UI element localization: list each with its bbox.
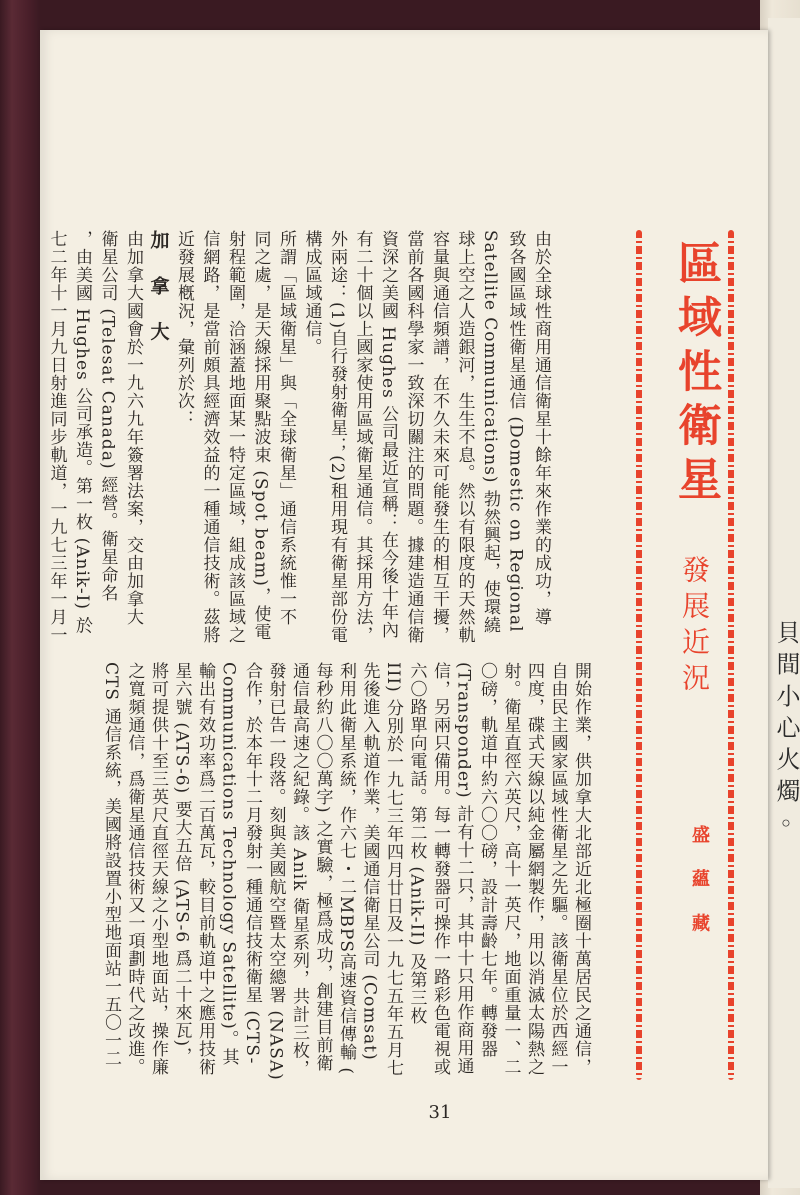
text-column: 射程範圍，洽涵蓋地面某一特定區域，組成該區域之	[225, 230, 245, 644]
article-subtitle: 發展近況	[678, 555, 711, 699]
text-column: 有二十個以上國家使用區域衛星通信。其採用方法，	[352, 230, 373, 644]
text-column: 發射已告一段落。刻與美國航空暨太空總署 (NASA)	[265, 662, 286, 1081]
text-column: Communications Technology Satellite)。其	[218, 662, 239, 1066]
text-column: 自由民主國家區域性衛星之先驅。該衛星位於西經一	[547, 662, 568, 1076]
text-column: 合作，於本年十二月發射一種通信技術衛星 (CTS-	[242, 662, 262, 1065]
title-block	[630, 230, 740, 1080]
text-column: 將可提供十至三英尺直徑天線之小型地面站，操作廉	[148, 662, 168, 1076]
text-column: 容量與通信頻譜，在不久未來可能發生的相互干擾，	[429, 230, 449, 644]
text-column: 通信最高速之紀錄。該 Anik 衛星系列，共計三枚，	[289, 662, 309, 1078]
article-title: 區域性衛星	[670, 240, 721, 510]
text-column: 構成區域通信。	[301, 230, 322, 356]
text-column: 近發展槪況，彙列於次：	[174, 230, 194, 428]
text-column: CTS 通信系統，美國將設置小型地面站一五〇一二	[101, 662, 121, 1068]
book-page	[40, 30, 768, 1180]
text-column: ，由美國 Hughes 公司承造。第一枚 (Anik-I) 於	[72, 230, 92, 635]
text-column: 六〇路單向電話。第二枚 (Anik-II) 及第三枚	[406, 662, 427, 1025]
text-column: 由於全球性商用通信衛星十餘年來作業的成功，導	[531, 230, 551, 626]
text-column: 信網路，是當前頗具經濟效益的一種通信技術。茲將	[199, 230, 220, 644]
decorative-border-right	[728, 230, 734, 1080]
text-column: 衛星公司 (Telesat Canada) 經營。衛星命名	[97, 230, 118, 602]
text-column: 四度，碟式天線以純金屬網製作，用以消滅太陽熱之	[524, 662, 544, 1076]
article-author: 盛 蘊 藏	[689, 825, 710, 942]
next-page-glyphs: 貝 間 小 心 火 燭 ◦	[772, 620, 800, 838]
decorative-border-left	[636, 230, 642, 1080]
page-number: 31	[428, 1102, 452, 1123]
text-column: 當前各國科學家一致深切關注的問題。據建造通信衛	[403, 230, 424, 644]
text-column: 每秒約八〇〇萬字) 之實驗，極爲成功，創建目前衛	[312, 662, 333, 1073]
text-column: 外兩途：(1)自行發射衛星；(2)租用現有衛星部份電	[327, 230, 347, 645]
text-column: 星六號 (ATS-6) 要大五倍 (ATS-6 爲二十來瓦)，	[171, 662, 192, 1066]
text-column: 開始作業，供加拿大北部近北極圈十萬居民之通信，	[571, 662, 591, 1076]
text-column: III) 分別於一九七三年四月廿日及一九七五年五月七	[383, 662, 403, 1078]
text-column: 之寬頻通信，爲衛星通信技術又一項劃時代之改進。	[124, 662, 145, 1076]
text-column: 加 拿 大	[147, 230, 170, 351]
text-column: 七二年十一月九日射進同步軌道，一九七三年一月一	[46, 230, 67, 644]
text-column: 利用此衛星系統，作六七・二MBPS高速資信傳輸 (	[336, 662, 356, 1076]
text-column: 所謂「區域衛星」與「全球衛星」通信系統惟一不	[276, 230, 296, 626]
text-column: 射。衛星直徑六英尺，高十一英尺，地面重量一、二	[500, 662, 521, 1076]
text-column: 同之處，是天線採用聚點波束 (Spot beam)，使電	[250, 230, 271, 641]
text-column: 由加拿大國會於一九六九年簽署法案，交由加拿大	[123, 230, 143, 626]
text-column: 信，另兩只備用。每一轉發器可操作一路彩色電視或	[430, 662, 450, 1076]
text-column: 資深之美國 Hughes 公司最近宣稱：在今後十年內	[378, 230, 398, 640]
text-column: 〇磅，軌道中約六〇〇磅，設計壽齡七年。轉發器	[477, 662, 497, 1058]
text-column: 致各國區域性衛星通信 (Domestic on Regional	[505, 230, 526, 633]
text-column: Satellite Communications) 勃然興起，使環繞	[480, 230, 500, 634]
text-column: (Transponder) 計有十二只，其中十只用作商用通	[453, 662, 474, 1076]
text-column: 先後進入軌道作業，美國通信衛星公司 (Comsat)	[359, 662, 380, 1061]
text-column: 輸出有效功率爲二百萬瓦，較目前軌道中之應用技術	[195, 662, 215, 1076]
text-column: 球上空之人造銀河，生生不息。然以有限度的天然軌	[454, 230, 475, 644]
